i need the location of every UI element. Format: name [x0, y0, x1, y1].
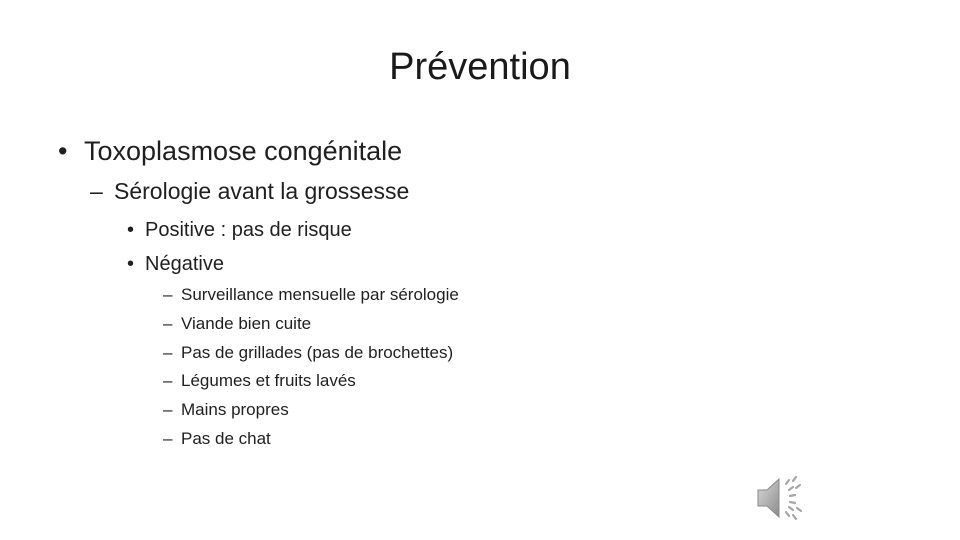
bullet-text: Surveillance mensuelle par sérologie	[181, 285, 459, 304]
bullet-text: Sérologie avant la grossesse	[114, 178, 410, 204]
dash-marker: –	[90, 178, 103, 204]
bullet-text: Positive : pas de risque	[145, 219, 352, 241]
bullet-level4-item	[163, 313, 311, 335]
bullet-text: Pas de chat	[181, 429, 271, 448]
speaker-icon[interactable]	[752, 472, 806, 524]
slide-title: Prévention	[389, 46, 571, 88]
dash-marker: –	[163, 343, 173, 362]
bullet-text: Toxoplasmose congénitale	[84, 136, 403, 166]
bullet-marker: •	[127, 219, 135, 241]
bullet-level2	[90, 176, 409, 206]
bullet-level4-item	[163, 284, 459, 306]
dash-marker: –	[163, 285, 173, 304]
bullet-text: Négative	[145, 253, 224, 275]
bullet-marker: •	[58, 136, 68, 166]
bullet-text: Mains propres	[181, 400, 289, 419]
bullet-text: Légumes et fruits lavés	[181, 371, 356, 390]
dash-marker: –	[163, 314, 173, 333]
bullet-level3-negative	[127, 251, 224, 277]
bullet-level4-item	[163, 342, 453, 364]
bullet-text: Pas de grillades (pas de brochettes)	[181, 343, 454, 362]
dash-marker: –	[163, 400, 173, 419]
bullet-text: Viande bien cuite	[181, 314, 312, 333]
bullet-marker: •	[127, 253, 135, 275]
bullet-level4-item	[163, 428, 271, 450]
bullet-level1	[58, 134, 402, 168]
dash-marker: –	[163, 429, 173, 448]
bullet-level3-positive	[127, 217, 352, 243]
bullet-level4-item	[163, 370, 356, 392]
bullet-level4-item	[163, 399, 289, 421]
dash-marker: –	[163, 371, 173, 390]
